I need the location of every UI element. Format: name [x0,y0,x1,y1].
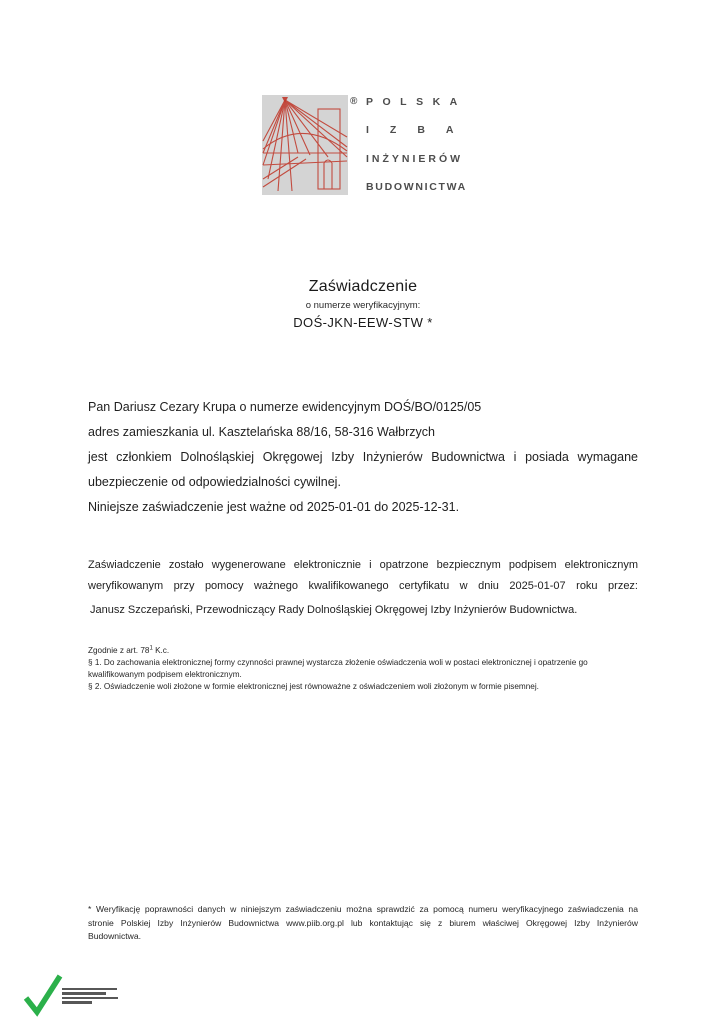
footnote-line1: * Weryfikację poprawności danych w niniejszym zaświadczeniu można sprawdzić za pomocą numeru weryfikacyjnego zaświadczenia na [88,904,638,914]
signature-info-paragraph [88,555,638,596]
logo-word-polska: POLSKA [366,96,467,108]
signature-detail-line [62,997,118,999]
signature-detail-line [62,988,117,990]
signer-name-line: Janusz Szczepański, Przewodniczący Rady Dolnośląskiej Okręgowej Izby Inżynierów Budownictwa. [90,604,578,616]
membership-line: jest członkiem Dolnośląskiej Okręgowej Izby Inżynierów Budownictwa i posiada wymagane [88,450,638,464]
member-name-line: Pan Dariusz Cezary Krupa o numerze ewidencyjnym DOŚ/BO/0125/05 [88,400,482,414]
bridge-drawing-icon [262,95,348,195]
legal-intro-suffix: K.c. [152,646,170,655]
legal-intro-line [88,645,640,657]
legal-intro-prefix: Zgodnie z art. 78 [88,646,150,655]
legal-par1-line1: § 1. Do zachowania elektronicznej formy czynności prawnej wystarcza złożenie oświadczenia woli w postaci elektronicznej i opatrzenie go [88,658,588,667]
signature-info-line1: Zaświadczenie zostało wygenerowane elektronicznie i opatrzone bezpiecznym podpisem elektronicznym [88,559,638,571]
insurance-line: ubezpieczenie od odpowiedzialności cywilnej. [88,475,341,489]
logo-word-inzynierow: INŻYNIERÓW [366,152,464,165]
signature-valid-checkmark-icon [22,971,64,1018]
verification-number: DOŚ-JKN-EEW-STW * [293,315,433,330]
verification-footnote [88,903,638,944]
signature-detail-line [62,992,106,994]
verification-number-label: o numerze weryfikacyjnym: [305,300,421,311]
page-title: Zaświadczenie [308,278,418,295]
member-info-paragraph [88,395,638,520]
piib-logo-wordmark [366,96,475,193]
signature-info-line2: weryfikowanym przy pomocy ważnego kwalifikowanego certyfikatu w dniu 2025-01-07 roku przez: [88,579,638,592]
registered-trademark-icon: ® [350,96,358,107]
legal-intro-superscript: 1 [149,645,153,652]
signature-details-text [62,988,120,1006]
piib-logo-bridge [262,95,348,195]
legal-notes [88,645,640,693]
logo-word-budownictwa: BUDOWNICTWA [366,180,467,193]
logo-word-izba: IZBA [366,124,475,137]
signature-detail-line [62,1001,92,1003]
title-block [88,277,638,331]
legal-par1-line2: kwalifikowanym podpisem elektronicznym. [88,670,242,679]
validity-line: Niniejsze zaświadczenie jest ważne od 2025-01-01 do 2025-12-31. [88,500,460,514]
legal-par2: § 2. Oświadczenie woli złożone w formie elektronicznej jest równoważne z oświadczeniem woli złożonym w formie pisemnej. [88,682,539,691]
footnote-line3: Budownictwa. [88,931,142,941]
footnote-line2: stronie Polskiej Izby Inżynierów Budownictwa www.piib.org.pl lub kontaktując się z biurem właściwej Okręgowej Izby Inżynierów [88,917,638,928]
member-address-line: adres zamieszkania ul. Kasztelańska 88/16, 58-316 Wałbrzych [88,425,435,439]
